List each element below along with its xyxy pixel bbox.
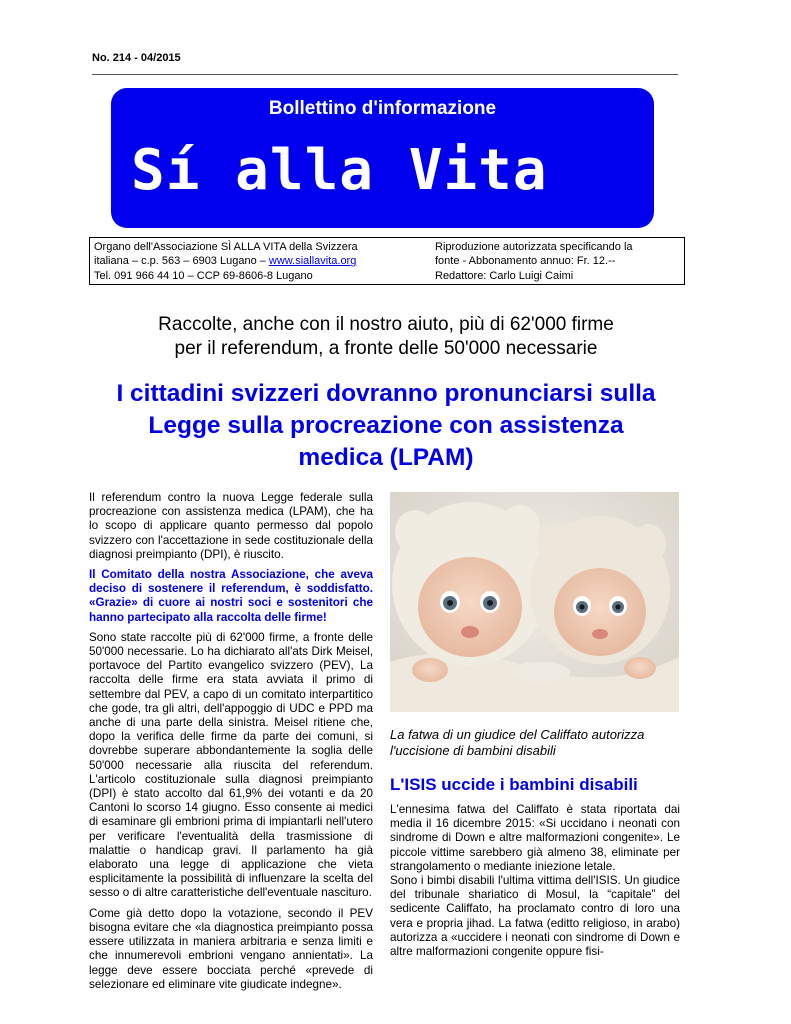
kicker-line: per il referendum, a fronte delle 50'000 necessarie <box>174 338 598 359</box>
info-line: fonte - Abbonamento annuo: Fr. 12.-- <box>435 255 616 268</box>
masthead-title: Sí alla Vita <box>131 138 548 203</box>
issue-number: No. 214 - 04/2015 <box>92 52 181 64</box>
paragraph: L'ennesima fatwa del Califfato è stata riportata dai media il 16 dicembre 2015: «Si uccidano i neonati con sindrome di Down e altre malformazioni congenite». Le piccole vittime sarebbero già almeno 38, eliminate per strangolamento o mediante iniezione letale. <box>390 803 680 873</box>
info-line: Organo dell'Associazione SÌ ALLA VITA della Svizzera <box>94 241 358 253</box>
masthead-banner <box>111 88 654 228</box>
headline-line: medica (LPAM) <box>298 444 474 471</box>
masthead-subtitle: Bollettino d'informazione <box>268 98 497 119</box>
info-line: Redattore: Carlo Luigi Caimi <box>435 269 574 282</box>
paragraph: Sono state raccolte più di 62'000 firme, a fronte delle 50'000 necessarie. Lo ha dichiarato all'ats Dirk Meisel, portavoce del Partito evangelico svizzero (PEV), La raccolta delle firme era stata avviata il primo di settembre dal PEV, a capo di un comitato interpartitico che gode, tra gli altri, dell'appoggio di UDC e PPD ma anche di una parte della sinistra. Meisel ritiene che, dopo la verifica delle firme da parte dei comuni, si dovrebbe superare abbondantemente la soglia delle 50'000 necessarie alla riuscita del referendum. L'articolo costituzionale sulla diagnosi preimpianto (DPI) è stato accolto dal 61,9% dei votanti e da 20 Cantoni lo scorso 14 giugno. Esso consente ai medici di esaminare gli embrioni prima di impiantarli nell'utero per verificare l'eventualità della trasmissione di malattie o handicap gravi. Il parlamento ha già elaborato una legge di applicazione che vieta esplicitamente la possibilità di influenzare la scelta del sesso o di altre caratteristiche dell'eventuale nascituro. <box>89 630 373 900</box>
info-text: italiana – c.p. 563 – 6903 Lugano – <box>94 255 269 268</box>
article-kicker <box>89 313 683 361</box>
headline-line: Legge sulla procreazione con assistenza <box>148 412 624 439</box>
section-title: L'ISIS uccide i bambini disabili <box>390 775 638 794</box>
babies-photo <box>390 492 679 712</box>
website-link[interactable]: www.siallavita.org <box>268 255 357 268</box>
header-rule <box>92 74 678 75</box>
kicker-line: Raccolte, anche con il nostro aiuto, più di 62'000 firme <box>158 314 614 335</box>
publisher-info-right <box>435 240 680 283</box>
article-headline <box>85 378 687 474</box>
photo-caption: La fatwa di un giudice del Califfato autorizza l'uccisione di bambini disabili <box>390 727 645 758</box>
babies-illustration <box>390 492 679 712</box>
info-line: Riproduzione autorizzata specificando la <box>435 241 633 253</box>
info-line <box>94 254 424 268</box>
article-body <box>89 491 373 998</box>
info-line: Tel. 091 966 44 10 – CCP 69-8606-8 Lugano <box>94 269 313 282</box>
paragraph: Sono i bimbi disabili l'ultima vittima dell'ISIS. Un giudice del tribunale shariatico di Mosul, la “capitale” del sedicente Califfato, ha proclamato contro di loro una vera e propria jihad. La fatwa (editto religioso, in arabo) autorizza a «uccidere i neonati con sindrome di Down e altre malformazioni congenite oppure fisi- <box>390 874 680 959</box>
highlight-paragraph: Il Comitato della nostra Associazione, che aveva deciso di sostenere il referendum, è soddisfatto. «Grazie» di cuore ai nostri soci e sostenitori che hanno partecipato alla raccolta delle firme! <box>89 568 373 624</box>
publisher-info-left <box>94 240 424 283</box>
paragraph: Il referendum contro la nuova Legge federale sulla procreazione con assistenza medica (LPAM), che ha lo scopo di applicare quanto permesso dal popolo svizzero con l'accettazione in sede costituzionale della diagnosi preimpianto (DPI), è riuscito. <box>89 491 373 561</box>
paragraph: Come già detto dopo la votazione, secondo il PEV bisogna evitare che «la diagnostica preimpianto possa essere utilizzata in maniera arbitraria e senza limiti e che innumerevoli embrioni vengano annientati». La legge deve essere bocciata perché «prevede di selezionare ed eliminare vite giudicate indegne». <box>89 906 373 991</box>
headline-line: I cittadini svizzeri dovranno pronunciarsi sulla <box>116 380 656 407</box>
publisher-info-box <box>89 237 685 285</box>
section-body <box>390 803 680 959</box>
